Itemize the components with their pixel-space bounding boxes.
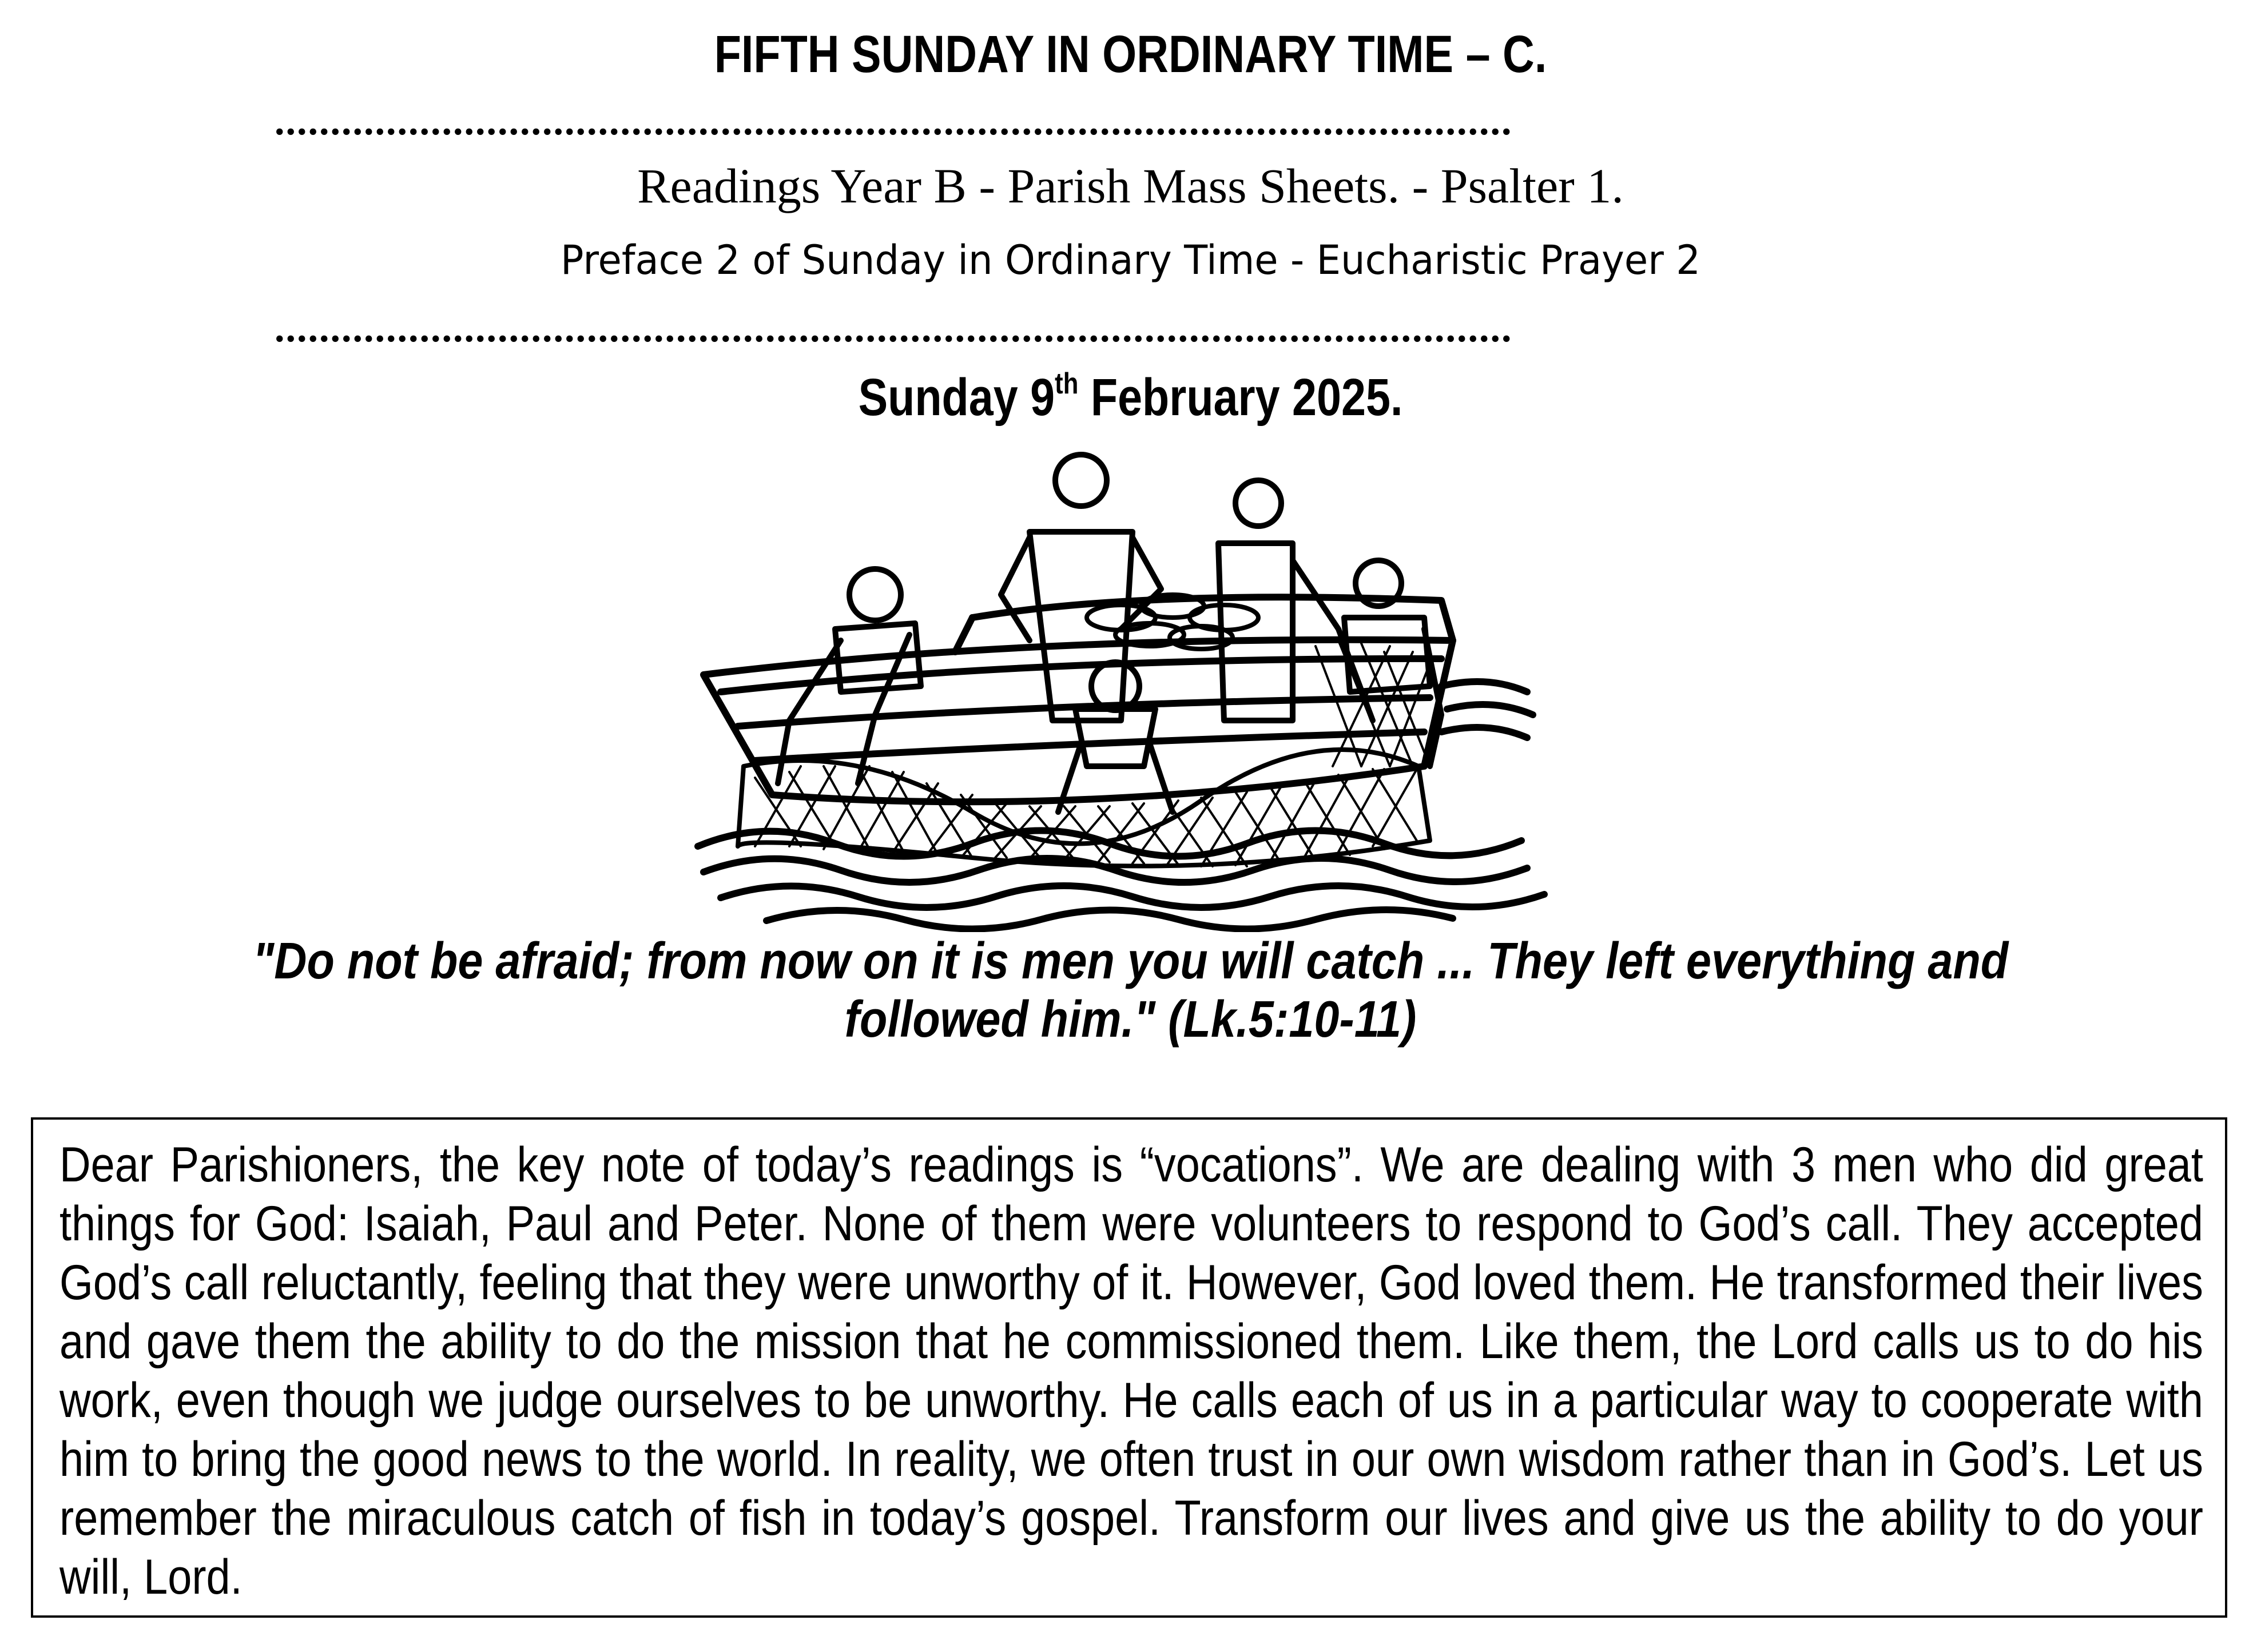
date-line [181,366,2080,429]
dotted-divider-top: ............................................................................................................... [275,102,1513,142]
page-title: FIFTH SUNDAY IN ORDINARY TIME – C. [714,25,1547,83]
dotted-divider-bottom: ............................................................................................................... [275,309,1513,349]
parish-message-text: Dear Parishioners, the key note of today’s readings is “vocations”. We are dealing with 3 men who did great things for God: Isaiah, Paul and Peter. None of them were volunteers to respond to God’s call. They accepted God’s call reluctantly, feeling that they were unworthy of it. However, God loved them. He transformed their lives and gave them the ability to do the mission that he commissioned them. Like them, the Lord calls us to do his work, even though we judge ourselves to be unworthy. He calls each of us in a particular way to cooperate with him to bring the good news to the world. In reality, we often trust in our own wisdom rather than in God’s. Let us remember the miraculous catch of fish in today’s gospel. Transform our lives and give us the ability to do your will, Lord. [59,1137,2203,1605]
fishermen-boat-net-illustration-icon [686,446,1590,932]
fishermen [778,455,1441,812]
parish-message-box [31,1117,2227,1618]
date-prefix: Sunday 9 [858,368,1055,427]
date-suffix: February 2025. [1078,368,1403,427]
preface-line: Preface 2 of Sunday in Ordinary Time - Eucharistic Prayer 2 [560,237,1701,284]
readings-line: Readings Year B - Parish Mass Sheets. - Psalter 1. [637,158,1624,213]
scripture-quote: "Do not be afraid; from now on it is men you will catch ... They left everything and followed him." (Lk.5:10-11) [252,933,2009,1048]
date-ordinal-suffix: th [1055,367,1079,400]
